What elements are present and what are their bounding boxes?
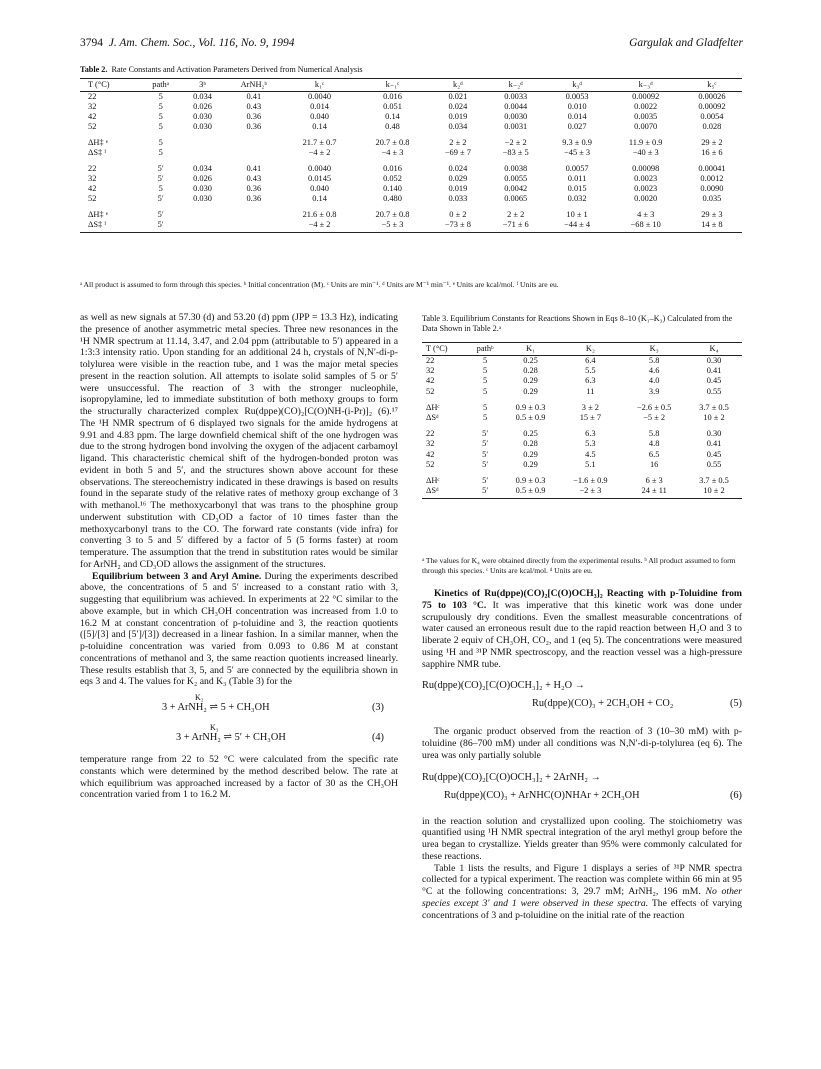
- table2-cell: 0.0035: [634, 112, 658, 121]
- table2-row: [80, 220, 742, 233]
- table2-cell: 0.016: [383, 92, 402, 101]
- table2-cell: 5′: [157, 164, 164, 173]
- table3-cell: 5.8: [648, 429, 660, 439]
- table2-cell: 0.027: [567, 122, 587, 131]
- table2-cell: 0.36: [246, 122, 262, 131]
- table2-cell: 0.015: [567, 184, 587, 193]
- table2-cell: −71 ± 6: [487, 220, 545, 233]
- table2-cell: 0.051: [383, 102, 402, 111]
- table3-cell: 42: [426, 449, 435, 459]
- table2-row: [80, 194, 742, 204]
- left-column: [80, 312, 398, 801]
- equation-4: 3 + ArNH₂ ⇌ 5′ + CH₃OH: [176, 732, 286, 743]
- table2-cell: −83 ± 5: [502, 148, 529, 157]
- table3-header-cell: T (°C): [422, 343, 468, 356]
- table3-cell: 32: [426, 439, 435, 449]
- eq4-constant: K₃: [210, 723, 219, 732]
- table2-row: [80, 138, 742, 148]
- table2-cell: 5: [158, 92, 163, 101]
- table2-row: [80, 102, 742, 112]
- table2-row: [80, 92, 742, 103]
- table3-cell: 6.3: [585, 429, 596, 439]
- table3-row: [422, 403, 742, 413]
- right-paragraph-3: in the reaction solution and crystallized upon cooling. The stoichiometry was quantified using ¹H NMR spectral integration of the aryl methyl group before the urea began to crystallize. Yields greater than 95% were commonly calculated for these reactions.: [422, 815, 742, 862]
- table3-cell: 5.3: [585, 439, 596, 449]
- table2-cell: −5 ± 3: [356, 220, 429, 233]
- table3-cell: 42: [426, 376, 435, 386]
- section-heading-kinetics: Kinetics of Ru(dppe)(CO)₂[C(O)OCH₃]₂ Reacting with p-Toluidine from 75 to 103 °C.: [422, 588, 742, 611]
- table2-cell: 0.43: [246, 102, 262, 111]
- table2-cell: 0 ± 2: [449, 210, 467, 219]
- table2-cell: 9.3 ± 0.9: [562, 138, 592, 147]
- table2-cell: 0.00092: [632, 92, 660, 101]
- table2-cell: 5: [158, 102, 163, 111]
- right-column: [422, 588, 742, 921]
- table3-cell: −2 ± 3: [559, 486, 623, 499]
- table3-row: [422, 376, 742, 386]
- table3-header-cell: K₃: [622, 343, 686, 356]
- table3-cell: 0.9 ± 0.3: [515, 476, 546, 486]
- table2-cell: 0.0055: [504, 174, 528, 183]
- table3-cell: 22: [426, 429, 435, 439]
- table2-cell: 29 ± 2: [701, 138, 723, 147]
- left-paragraph-1: as well as new signals at 57.30 (d) and 53.20 (d) ppm (JPP = 13.3 Hz), indicating the presence of another asymmetric metal species. Three new resonances in the ¹H NMR spectrum at 11.14, 3.47, and 2.04 ppm (attributable to 5′) appeared in a 1:3:3 intensity ratio. Upon standing for an additional 24 h, crystals of N,N′-di-p-tolylurea were visible in the reaction tube, and 1 was the major metal species present in the reaction solution. All attempts to isolate solid samples of 5 or 5′ were unsuccessful. The reaction of 3 with the stronger nucleophile, isopropylamine, led to immediate substitution of both methoxy groups to form the structurally characterized complex Ru(dppe)(CO)₂[C(O)NH-(i-Pr)]₂ (6).¹⁷ The ¹H NMR spectrum of 6 displayed two signals for the amide hydrogens at 9.91 and 4.83 ppm. The large downfield chemical shift of the one hydrogen was due to the strong hydrogen bond involving the oxygen of the adjacent carbamoyl ligand. This characteristic chemical shift of the hydrogen-bonded proton was evident in both 5 and 5′, and the structures shown above account for these observations. The stereochemistry indicated in these drawings is based on results found in the separate study of the relative rates of methoxy group exchange of 3 with methanol.¹⁶ The methoxycarbonyl that was trans to the phosphine group underwent substitution with CD₃OD a factor of 10 times faster than the methoxycarbonyl trans to the CO. The forward rate constants (vide infra) for converting 3 to 5 and 5′ differed by a factor of 5 (5 forms faster) at room temperature. The assumption that the trend in substitution rates would be similar for ArNH₂ and CD₃OD allows the assignment of the structures.: [80, 312, 398, 570]
- table2-cell: 5: [158, 122, 163, 131]
- table2-cell: −68 ± 10: [610, 220, 682, 233]
- table2-cell: 0.030: [193, 112, 212, 121]
- table3-cell: 4.6: [648, 366, 660, 376]
- table3-cell: 0.25: [523, 429, 538, 439]
- equation-4-number: (4): [371, 732, 384, 743]
- table3-cell: −5 ± 2: [643, 413, 666, 423]
- table2-cell: 5′: [157, 194, 164, 203]
- table2-cell: −2 ± 2: [504, 138, 527, 147]
- table2-cell: 0.030: [193, 122, 212, 131]
- table3-header-cell: K₁: [503, 343, 559, 356]
- table2-cell: 0.14: [312, 122, 327, 131]
- table2-cell: 0.0070: [634, 122, 658, 131]
- table3-cell: 6 ± 3: [645, 476, 663, 486]
- right-paragraph-4: Table 1 lists the results, and Figure 1 displays a series of ³¹P NMR spectra collected for a typical experiment. The reaction was complete within 66 min at 95 °C at the following concentrations: 3, 29.7 mM; ArNH₂, 196 mM. No other species except 3′ and 1 were observed in these spectra. The effects of varying concentrations of 3 and p-toluidine on the initial rate of the reaction: [422, 862, 743, 921]
- table3-cell: 0.29: [523, 459, 538, 469]
- table3-row: [422, 429, 742, 439]
- table3-footnote: ᵃ The values for K₄ were obtained directly from the experimental results. ᵇ All product assumed to form through this species. ᶜ Units are kcal/mol. ᵈ Units are eu.: [422, 556, 736, 575]
- table2-cell: 0.140: [383, 184, 402, 193]
- table2-cell: 0.0040: [308, 164, 332, 173]
- table3-row: [422, 450, 742, 460]
- table2-cell: 11.9 ± 0.9: [628, 138, 663, 147]
- table2-cell: 0.034: [448, 122, 468, 131]
- table3-cell: 0.55: [706, 386, 722, 396]
- table2-cell: 0.0040: [308, 92, 332, 101]
- table2-header-cell: k₅ᶜ: [682, 79, 742, 92]
- table2-cell: 32: [88, 174, 97, 183]
- table3-cell: ΔSᵈ: [426, 413, 439, 423]
- table2-cell: 0.034: [193, 92, 212, 101]
- table2-cell: 0.019: [448, 112, 468, 121]
- table3-header-cell: K₂: [559, 343, 623, 356]
- table2-cell: 0.016: [383, 164, 402, 173]
- table3-cell: 0.30: [706, 429, 722, 439]
- table2-cell: 2 ± 2: [507, 210, 525, 219]
- table3-cell: 52: [426, 386, 435, 396]
- table3-cell: 22: [426, 356, 435, 365]
- table3-cell: 4.0: [648, 376, 660, 386]
- table2-cell: 0.00098: [632, 164, 660, 173]
- table2-cell: 29 ± 3: [701, 210, 723, 219]
- table2-cell: ΔS‡ ᶠ: [80, 220, 141, 233]
- table2-cell: 0.00041: [698, 164, 726, 173]
- table2-cell: 14 ± 8: [682, 220, 742, 233]
- table3-cell: 5′: [482, 459, 489, 469]
- table2-row: [80, 112, 742, 122]
- table2-cell: 22: [88, 164, 97, 173]
- table2-cell: 0.0038: [504, 164, 528, 173]
- table2-cell: 0.0030: [504, 112, 528, 121]
- table2-cell: 0.36: [246, 184, 262, 193]
- table3-cell: 32: [426, 366, 435, 376]
- table3-cell: 16: [649, 459, 659, 469]
- equation-block-3-4: [80, 688, 398, 754]
- table3-cell: 24 ± 11: [622, 486, 686, 499]
- equation-5-number: (5): [729, 698, 742, 710]
- table2-cell: 52: [88, 194, 97, 203]
- table3-cell: 0.55: [706, 459, 722, 469]
- table3-cell: 0.29: [523, 376, 538, 386]
- table2: [80, 78, 742, 233]
- table2-cell: [225, 210, 284, 220]
- table2-header-cell: k₋₁ᶜ: [356, 79, 429, 92]
- table2-cell: 0.0033: [504, 92, 528, 101]
- table3-cell: 4.8: [648, 439, 660, 449]
- table2-cell: 0.41: [246, 92, 262, 101]
- page-journal-line: [80, 37, 295, 49]
- table3-cell: ΔHᶜ: [426, 402, 440, 412]
- table2-header-cell: ArNH₂ᵇ: [225, 79, 284, 92]
- table2-cell: 21.7 ± 0.7: [302, 138, 337, 147]
- table2-cell: 0.00026: [698, 92, 726, 101]
- table3-row: [422, 460, 742, 470]
- table3-cell: 52: [426, 459, 435, 469]
- table2-cell: 20.7 ± 0.8: [375, 138, 410, 147]
- table2-header-cell: k₃ᵈ: [545, 79, 610, 92]
- table2-row: [80, 184, 742, 194]
- table3-cell: −1.6 ± 0.9: [573, 476, 608, 486]
- table2-cell: 0.41: [246, 164, 262, 173]
- table2-cell: 0.040: [310, 112, 329, 121]
- table2-row: [80, 148, 742, 158]
- table2-cell: 0.0042: [504, 184, 528, 193]
- equation-6-line-1: Ru(dppe)(CO)₂[C(O)OCH₃]₂ + 2ArNH₂ →: [422, 771, 601, 783]
- table2-header-cell: 3ᵇ: [181, 79, 225, 92]
- table2-cell: 5′: [157, 174, 164, 183]
- table3-cell: 5: [483, 356, 488, 365]
- table2-cell: 0.011: [567, 174, 587, 183]
- running-header: [80, 37, 743, 53]
- table2-cell: 20.7 ± 0.8: [375, 210, 410, 219]
- equation-5-line-1: Ru(dppe)(CO)₂[C(O)OCH₃]₂ + H₂O →: [422, 680, 585, 692]
- table2-cell: [181, 220, 225, 233]
- table2-cell: 0.0065: [504, 194, 528, 203]
- table3-cell: 6.3: [585, 376, 596, 386]
- table2-footnote: ᵃ All product is assumed to form through this species. ᵇ Initial concentration (M). ᶜ Units are min⁻¹. ᵈ Units are M⁻¹ min⁻¹. ᵉ Units are kcal/mol. ᶠ Units are eu.: [80, 280, 559, 289]
- table3-row: [422, 476, 742, 486]
- table3-cell: 5.8: [648, 356, 660, 365]
- table3-cell: 5: [483, 402, 488, 412]
- table3-cell: 0.28: [523, 366, 538, 376]
- page-number: 3794: [80, 37, 103, 49]
- table2-cell: ΔH‡ ᵉ: [88, 210, 108, 219]
- table2-cell: 0.034: [193, 164, 212, 173]
- table2-cell: 0.035: [702, 194, 722, 203]
- table3-cell: 15 ± 7: [579, 413, 602, 423]
- table2-cell: −44 ± 4: [545, 220, 610, 233]
- table2-cell: −40 ± 3: [632, 148, 659, 157]
- table2-header-cell: pathᵃ: [141, 79, 181, 92]
- table2-row: [80, 122, 742, 132]
- table2-cell: 32: [88, 102, 97, 111]
- table3-cell: 5: [483, 366, 488, 376]
- table3-cell: 10 ± 2: [686, 486, 742, 499]
- table3-cell: 0.45: [706, 449, 722, 459]
- table2-cell: [225, 148, 284, 158]
- table2-cell: 0.0031: [504, 122, 528, 131]
- table2-cell: 5: [158, 148, 163, 157]
- table3-cell: 3.7 ± 0.5: [699, 402, 729, 412]
- table3-header-cell: K₄: [686, 343, 742, 356]
- equation-5-line-2: Ru(dppe)(CO)₃ + 2CH₃OH + CO₂: [532, 698, 674, 710]
- table2-cell: 0.029: [448, 174, 468, 183]
- table2-cell: 4 ± 3: [637, 210, 655, 219]
- table2-cell: 5: [158, 138, 163, 147]
- table3-cell: ΔHᶜ: [426, 476, 440, 486]
- table2-cell: 2 ± 2: [449, 138, 467, 147]
- table2-cell: 0.030: [193, 184, 212, 193]
- table2-cell: 0.024: [448, 102, 468, 111]
- equation-block-6: [422, 762, 742, 816]
- table3: [422, 342, 742, 499]
- table2-cell: −45 ± 3: [564, 148, 591, 157]
- table3-cell: 0.29: [523, 386, 538, 396]
- table2-cell: −4 ± 2: [308, 148, 331, 157]
- table3-row: [422, 387, 742, 397]
- table2-cell: −73 ± 8: [429, 220, 487, 233]
- table3-cell: 0.30: [706, 356, 722, 365]
- table3-cell: 0.5 ± 0.9: [503, 486, 559, 499]
- table3-caption: Table 3. Equilibrium Constants for Reactions Shown in Eqs 8–10 (K₁–K₃) Calculated from the Data Shown in Table 2.ᵃ: [422, 314, 733, 333]
- table2-row: [80, 174, 742, 184]
- table2-row: [80, 164, 742, 174]
- table2-cell: 0.0012: [700, 174, 724, 183]
- table2-cell: 0.0053: [565, 92, 589, 101]
- table2-cell: 22: [88, 92, 97, 101]
- table2-cell: 0.040: [310, 184, 329, 193]
- table2-cell: 42: [88, 112, 97, 121]
- table2-header-cell: k₋₃ᵈ: [610, 79, 682, 92]
- table2-header-cell: k₋₂ᵈ: [487, 79, 545, 92]
- table3-cell: 5′: [482, 439, 489, 449]
- table2-cell: 42: [88, 184, 97, 193]
- left-paragraph-3: temperature range from 22 to 52 °C were calculated from the specific rate constants which were determined by the method described below. The rate at which equilibrium was approached increased by a factor of 30 as the CH₃OH concentration varied from 1 to 16.2 M.: [80, 754, 398, 801]
- table2-cell: −4 ± 2: [283, 220, 356, 233]
- table3-row: [422, 413, 742, 423]
- table3-cell: 0.25: [523, 356, 538, 365]
- table3-header-cell: pathᵇ: [468, 343, 503, 356]
- table2-cell: 0.0090: [700, 184, 724, 193]
- section-heading-equilibrium: Equilibrium between 3 and Aryl Amine.: [92, 570, 262, 582]
- table2-cell: 0.480: [383, 194, 402, 203]
- table2-cell: 16 ± 6: [701, 148, 723, 157]
- right-paragraph-1: Kinetics of Ru(dppe)(CO)₂[C(O)OCH₃]₂ Reacting with p-Toluidine from 75 to 103 °C. It was imperative that this kinetic work was done under scrupulously dry conditions. Even the smallest measurable concentrations of water caused an erroneous result due to the rapid reaction between H₂O and 3 to liberate 2 equiv of CH₃OH, CO₂, and 1 (eq 5). The concentrations were measured using ¹H and ³¹P NMR spectroscopy, and the reaction vessel was a high-pressure sapphire NMR tube.: [422, 588, 742, 670]
- table2-row: [80, 210, 742, 220]
- table3-cell: 0.45: [706, 376, 722, 386]
- table3-cell: 5′: [482, 429, 489, 439]
- table2-cell: [181, 138, 225, 148]
- equation-3: 3 + ArNH₂ ⇌ 5 + CH₃OH: [162, 702, 270, 713]
- table3-cell: 3.9: [648, 386, 660, 396]
- table2-cell: [181, 210, 225, 220]
- table2-cell: 0.0023: [634, 184, 658, 193]
- equation-block-5: [422, 670, 742, 720]
- table3-cell: 0.28: [523, 439, 538, 449]
- table2-cell: 0.0023: [634, 174, 658, 183]
- table2-cell: 5′: [157, 210, 164, 219]
- equation-3-number: (3): [371, 702, 384, 713]
- table3-cell: 5: [483, 376, 488, 386]
- right-paragraph-4-italic: No other species except 3′ and 1 were observed in these spectra.: [422, 886, 743, 909]
- table3-cell: 5′: [482, 476, 489, 486]
- table2-cell: 0.43: [246, 174, 262, 183]
- table2-cell: 5: [158, 184, 163, 193]
- table2-cell: 0.36: [246, 194, 262, 203]
- table2-header-cell: T (°C): [80, 79, 141, 92]
- table2-cell: 0.0054: [700, 112, 724, 121]
- table2-cell: 0.36: [246, 112, 262, 121]
- table2-cell: [181, 148, 225, 158]
- table2-cell: 0.052: [383, 174, 402, 183]
- table3-cell: 0.41: [706, 366, 722, 376]
- table2-cell: 0.019: [448, 184, 468, 193]
- table3-cell: 5.1: [585, 459, 596, 469]
- table2-cell: 0.033: [448, 194, 468, 203]
- table2-cell: 10 ± 1: [566, 210, 588, 219]
- table2-cell: 0.032: [567, 194, 587, 203]
- table2-cell: 0.028: [702, 122, 722, 131]
- table2-cell: 0.014: [567, 112, 587, 121]
- table2-cell: 0.026: [193, 174, 212, 183]
- table3-row: [422, 486, 742, 499]
- table3-cell: 5: [483, 413, 488, 423]
- table2-cell: 0.14: [385, 112, 400, 121]
- table3-cell: −2.6 ± 0.5: [636, 402, 672, 412]
- table2-cell: 0.0057: [565, 164, 589, 173]
- table3-cell: 5′: [482, 449, 489, 459]
- table2-cell: [225, 220, 284, 233]
- table2-header-cell: k₁ᶜ: [283, 79, 356, 92]
- table2-cell: ΔS‡ ᶠ: [88, 148, 107, 157]
- table3-row: [422, 439, 742, 449]
- right-paragraph-2: The organic product observed from the reaction of 3 (10–30 mM) with p-toluidine (86–700 mM) under all conditions was N,N′-di-p-tolylurea (eq 6). The urea was only partially soluble: [422, 726, 742, 761]
- left-paragraph-2: Equilibrium between 3 and Aryl Amine. During the experiments described above, the concentrations of 5 and 5′ increased to a constant ratio with 3, suggesting that equilibrium was achieved. In experiments at 22 °C similar to the above example, but in which CH₃OH concentration was increased from 1.0 to 16.2 M at constant concentration of p-toluidine and 3, the reaction quotients ([5]/[3] and [5′]/[3]) decreased in a linear fashion. In a similar manner, when the p-toluidine concentration was varied from 0.093 to 0.86 M at constant concentrations of methanol and 3, the same reaction quotients increased linearly. These results establish that 3, 5, and 5′ are connected by the equilibria shown in eqs 3 and 4. The values for K₂ and K₃ (Table 3) for the: [80, 570, 398, 688]
- table2-cell: 5: [158, 112, 163, 121]
- equation-6-number: (6): [729, 789, 742, 801]
- table2-cell: 0.0020: [634, 194, 658, 203]
- equation-6-line-2: Ru(dppe)(CO)₃ + ArNHC(O)NHAr + 2CH₃OH: [444, 789, 640, 801]
- authors: Gargulak and Gladfelter: [629, 37, 743, 49]
- table3-cell: 0.9 ± 0.3: [515, 402, 546, 412]
- table2-cell: ΔH‡ ᵉ: [88, 138, 108, 147]
- table2-cell: 0.010: [567, 102, 587, 111]
- eq3-constant: K₂: [195, 693, 204, 702]
- table2-cell: −69 ± 7: [444, 148, 471, 157]
- table2-cell: 0.00092: [698, 102, 726, 111]
- table2-cell: 0.0044: [504, 102, 528, 111]
- table3-cell: 6.4: [585, 356, 596, 365]
- table2-cell: 52: [88, 122, 97, 131]
- table3-cell: 5.5: [585, 366, 596, 376]
- table2-cell: 5′: [141, 220, 181, 233]
- table3-cell: 10 ± 2: [703, 413, 725, 423]
- table2-header-cell: k₂ᵈ: [429, 79, 487, 92]
- table2-cell: 0.0022: [634, 102, 658, 111]
- table3-row: [422, 356, 742, 367]
- table3-cell: 11: [586, 386, 595, 396]
- table3-cell: 5: [483, 386, 488, 396]
- table2-cell: 0.14: [312, 194, 327, 203]
- table2-cell: [225, 138, 284, 148]
- table2-cell: 0.024: [448, 164, 468, 173]
- table2-caption: Table 2. Rate Constants and Activation Parameters Derived from Numerical Analysis: [80, 65, 363, 74]
- table2-cell: 0.021: [448, 92, 468, 101]
- table3-cell: 5′: [468, 486, 503, 499]
- table2-cell: 0.026: [193, 102, 212, 111]
- table3-cell: 3.7 ± 0.5: [699, 476, 729, 486]
- journal-citation: J. Am. Chem. Soc., Vol. 116, No. 9, 1994: [108, 37, 295, 49]
- table3-cell: 4.5: [585, 449, 596, 459]
- table2-cell: 0.030: [193, 194, 212, 203]
- table3-row: [422, 366, 742, 376]
- table3-cell: 0.5 ± 0.9: [515, 413, 546, 423]
- table3-cell: 6.5: [648, 449, 660, 459]
- table3-cell: ΔSᵈ: [422, 486, 468, 499]
- table2-cell: 0.48: [385, 122, 400, 131]
- table2-cell: 0.014: [310, 102, 329, 111]
- table2-cell: 21.6 ± 0.8: [302, 210, 337, 219]
- table3-cell: 3 ± 2: [581, 402, 599, 412]
- table2-cell: −4 ± 3: [381, 148, 404, 157]
- table2-cell: 0.0145: [308, 174, 332, 183]
- table3-cell: 0.41: [706, 439, 722, 449]
- table3-cell: 0.29: [523, 449, 538, 459]
